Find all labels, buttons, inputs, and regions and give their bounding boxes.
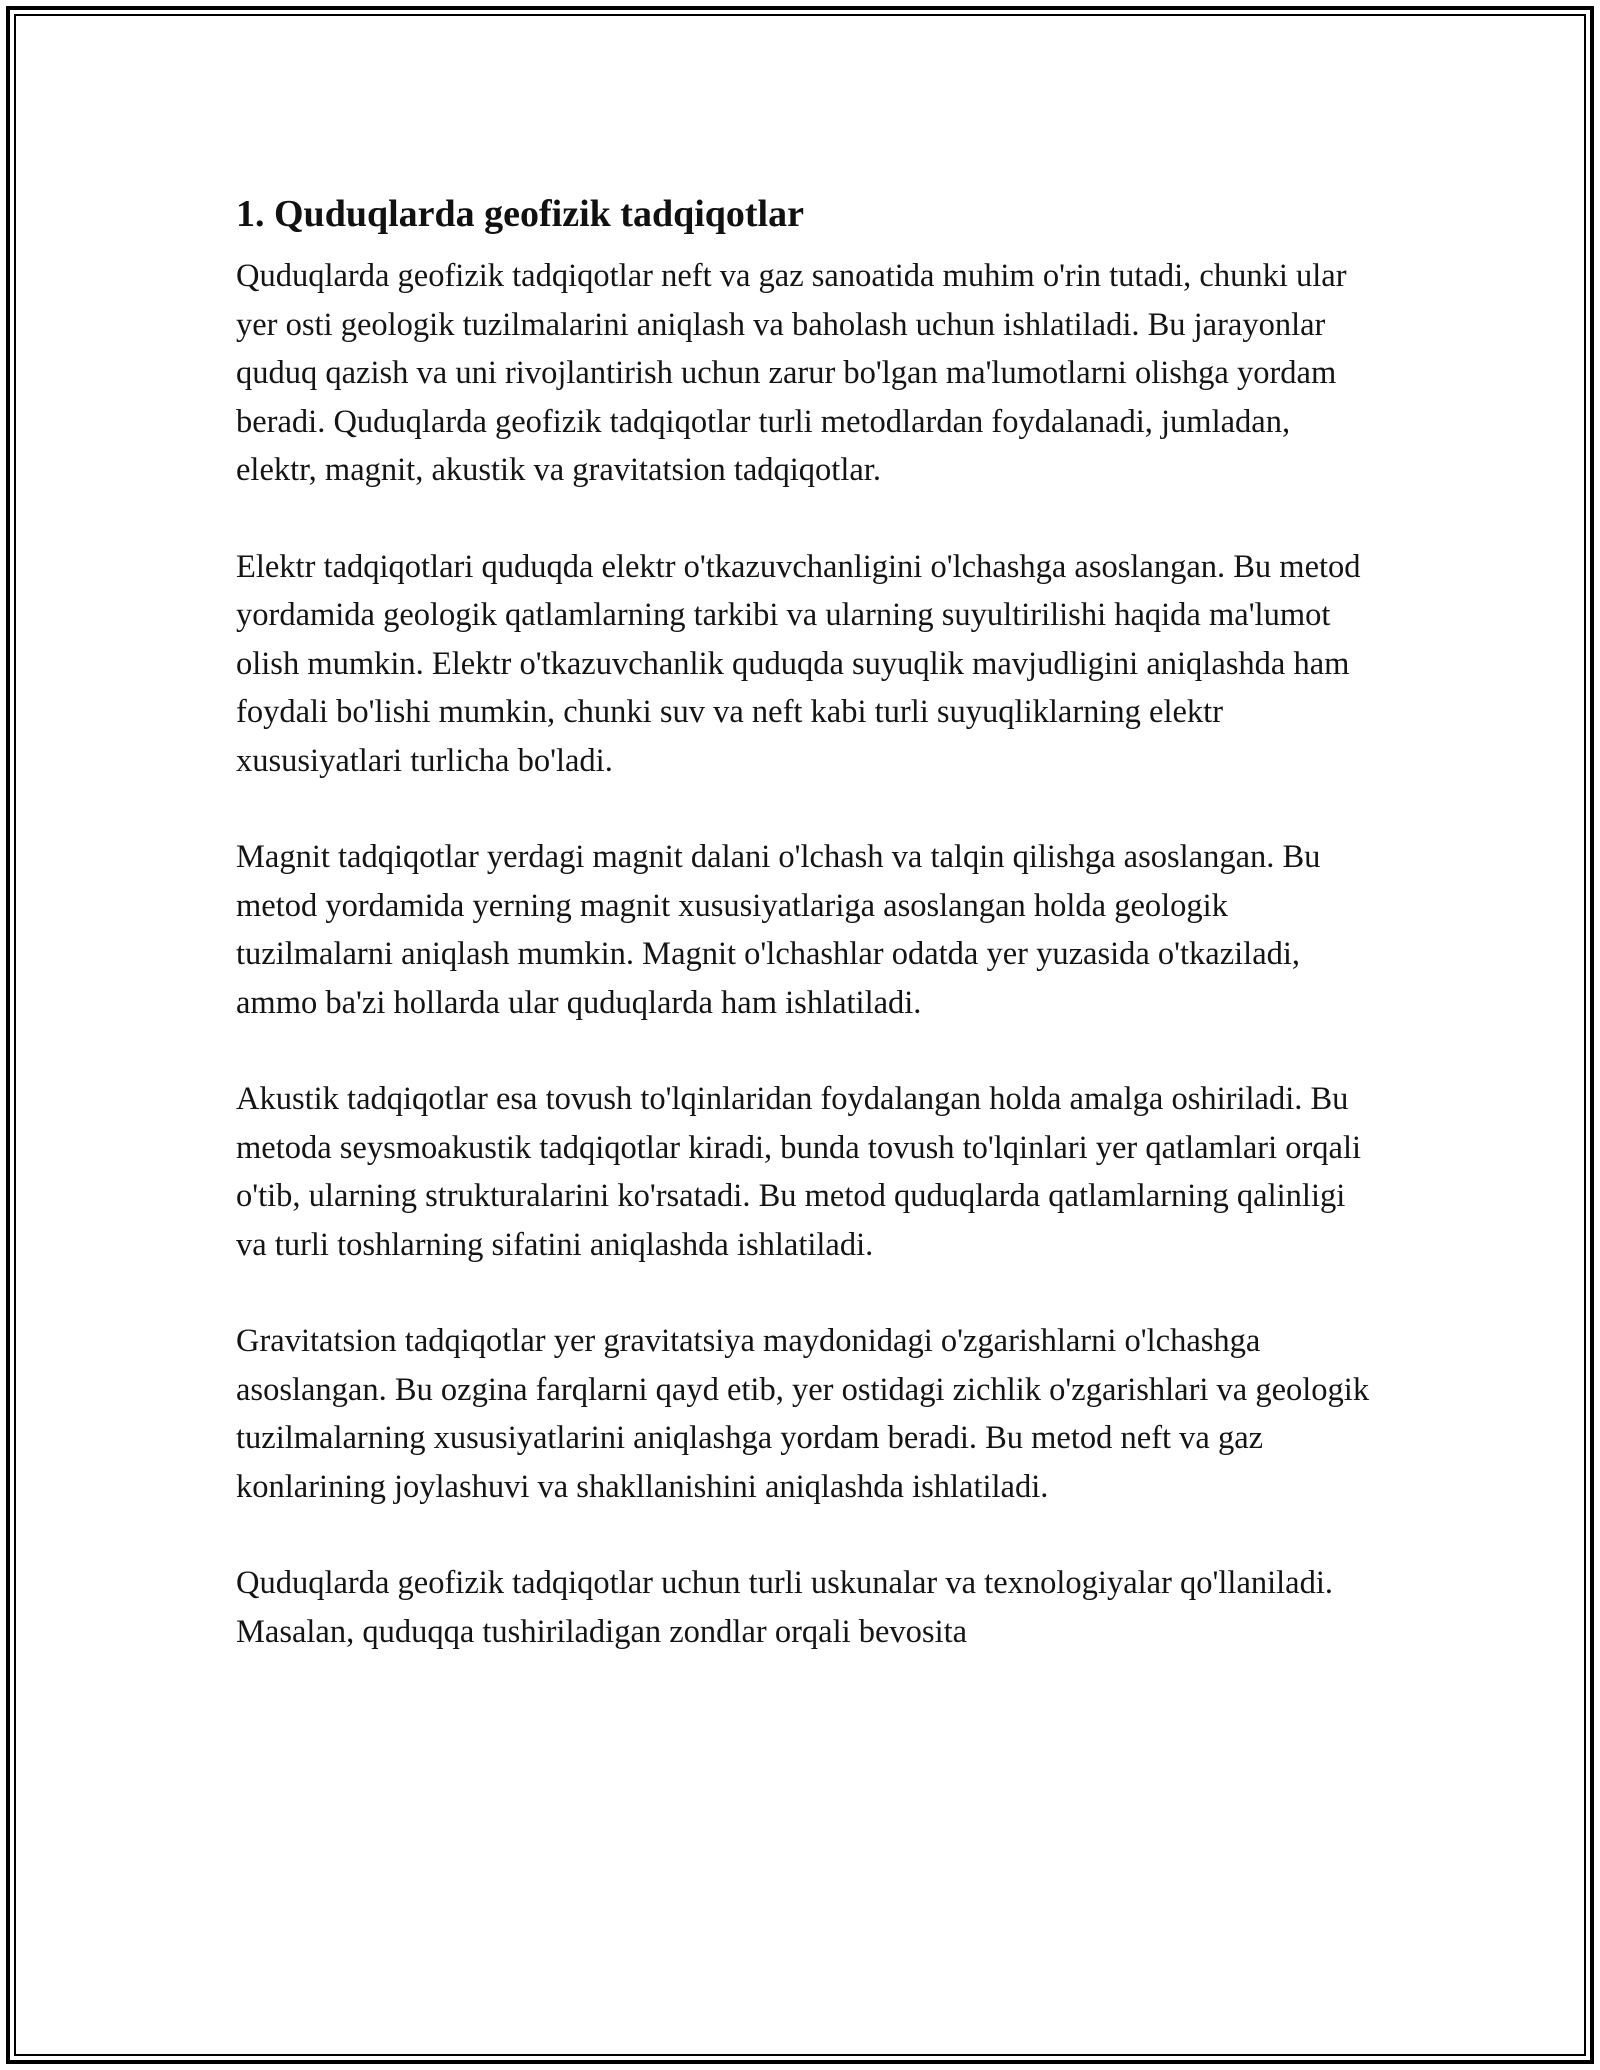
paragraph-acoustic: Akustik tadqiqotlar esa tovush to'lqinlaridan foydalangan holda amalga oshiriladi. Bu metoda seysmoakustik tadqiqotlar kiradi, bunda tovush to'lqinlari yer qatlamlari orqali o'tib, ularning strukturalarini ko'rsatadi. Bu metod quduqlarda qatlamlarning qalinligi va turli toshlarning sifatini aniqlashda ishlatiladi. (236, 1081, 1362, 1263)
paragraph-equipment: Quduqlarda geofizik tadqiqotlar uchun turli uskunalar va texnologiyalar qo'llaniladi. Masalan, quduqqa tushiriladigan zondlar orqali bevosita (236, 1565, 1334, 1650)
document-body (236, 186, 1376, 1704)
paragraph-intro: Quduqlarda geofizik tadqiqotlar neft va gaz sanoatida muhim o'rin tutadi, chunki ular yer osti geologik tuzilmalarini aniqlash va baholash uchun ishlatiladi. Bu jarayonlar quduq qazish va uni rivojlantirish uchun zarur bo'lgan ma'lumotlarni olishga yordam beradi. Quduqlarda geofizik tadqiqotlar turli metodlardan foydalanadi, jumladan, elektr, magnit, akustik va gravitatsion tadqiqotlar. (236, 258, 1347, 488)
paragraph-magnetic: Magnit tadqiqotlar yerdagi magnit dalani o'lchash va talqin qilishga asoslangan. Bu metod yordamida yerning magnit xususiyatlariga asoslangan holda geologik tuzilmalarni aniqlash mumkin. Magnit o'lchashlar odatda yer yuzasida o'tkaziladi, ammo ba'zi hollarda ular quduqlarda ham ishlatiladi. (236, 839, 1321, 1021)
section-heading: 1. Quduqlarda geofizik tadqiqotlar (236, 193, 804, 235)
paragraph-electric: Elektr tadqiqotlari quduqda elektr o'tkazuvchanligini o'lchashga asoslangan. Bu metod yordamida geologik qatlamlarning tarkibi va ularning suyultirilishi haqida ma'lumot olish mumkin. Elektr o'tkazuvchanlik quduqda suyuqlik mavjudligini aniqlashda ham foydali bo'lishi mumkin, chunki suv va neft kabi turli suyuqliklarning elektr xususiyatlari turlicha bo'ladi. (236, 548, 1361, 779)
paragraph-gravitational: Gravitatsion tadqiqotlar yer gravitatsiya maydonidagi o'zgarishlarni o'lchashga asoslangan. Bu ozgina farqlarni qayd etib, yer ostidagi zichlik o'zgarishlari va geologik tuzilmalarning xususiyatlarini aniqlashga yordam beradi. Bu metod neft va gaz konlarining joylashuvi va shakllanishini aniqlashda ishlatiladi. (236, 1323, 1370, 1505)
